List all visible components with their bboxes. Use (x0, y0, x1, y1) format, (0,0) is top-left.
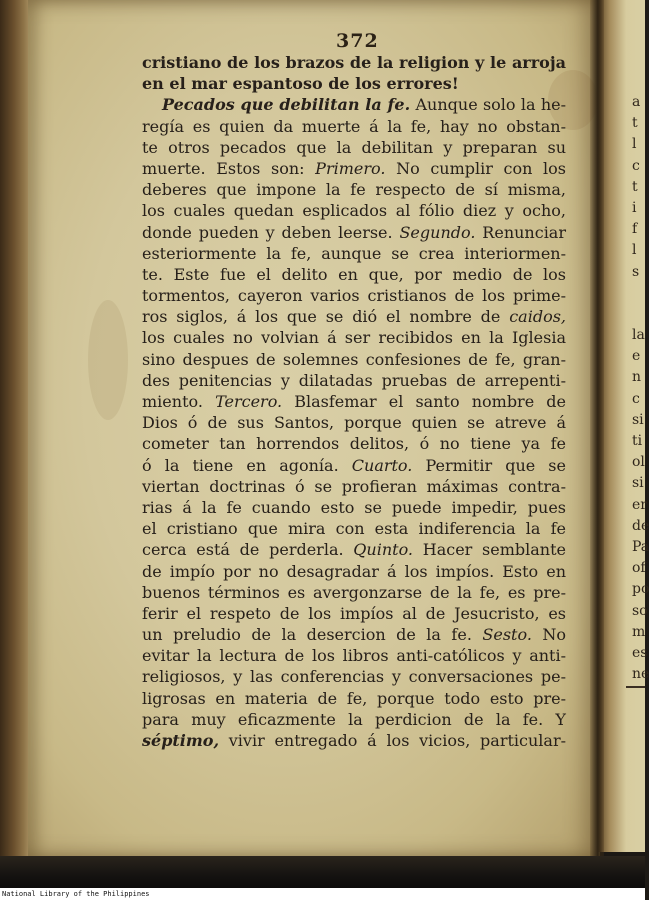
section-heading: Pecados que debilitan la fe. (162, 95, 411, 115)
page-number: 372 (336, 30, 379, 52)
facing-page-char: si (632, 475, 644, 492)
emphasis-term: Tercero. (215, 392, 283, 411)
text-line: en el mar espantoso de los errores! (142, 74, 459, 94)
facing-page-char: la (632, 327, 645, 344)
facing-page-char: t (632, 115, 638, 132)
text-line: buenos términos es avergonzarse de la fe, es pre- (142, 582, 566, 602)
emphasis-term: Cuarto. (351, 455, 413, 475)
facing-page-char: po (632, 581, 649, 598)
text-line: para muy eficazmente la perdicion de la fe. Y (142, 709, 566, 729)
text-line: viertan doctrinas ó se profieran máximas contra- (142, 476, 566, 496)
text-line: cerca está de perderla. Quinto. Hacer semblante (142, 540, 566, 560)
facing-page-char: n (632, 369, 642, 386)
emphasis-term: caidos, (509, 307, 566, 327)
facing-page-char: de (632, 517, 649, 534)
scan-bottom-edge (0, 856, 645, 890)
text-line: de impío por no desagradar á los impíos. Esto en (142, 561, 566, 581)
book-gutter (590, 0, 604, 858)
text-line: los cuales quedan esplicados al fólio diez y ocho, (142, 201, 566, 221)
text-line: ó la tiene en agonía. Cuarto. Permitir que se (142, 455, 566, 475)
text-line: muerte. Estos son: Primero. No cumplir con los (142, 158, 566, 178)
facing-page-char: s (632, 263, 640, 280)
facing-page-char: Pa (632, 538, 649, 555)
text-line: te otros pecados que la debilitan y preparan su (142, 137, 566, 157)
facing-page-char: a (632, 94, 641, 110)
text-line: evitar la lectura de los libros anti-católicos y anti- (142, 646, 566, 666)
facing-page-char (632, 304, 646, 325)
emphasis-term: Segundo. (399, 222, 476, 242)
text-line: religiosos, y las conferencias y conversaciones pe- (142, 667, 566, 687)
facing-page-char: es (632, 644, 648, 661)
text-line: ros siglos, á los que se dió el nombre de caidos, (142, 307, 566, 327)
facing-page-char: l (632, 136, 637, 153)
facing-page-char: m (632, 623, 646, 640)
text-line: tormentos, cayeron varios cristianos de los prime- (142, 286, 566, 306)
text-line: séptimo, vivir entregado á los vicios, particular- (142, 731, 566, 750)
text-line: ligrosas en materia de fe, porque todo esto pre- (142, 688, 566, 708)
text-line: un preludio de la desercion de la fe. Sesto. No (142, 625, 567, 645)
facing-page-char: c (632, 157, 640, 174)
text-line: esteriormente la fe, aunque se crea interiormen- (142, 243, 566, 263)
facing-page-char: i (632, 199, 637, 216)
text-line: rias á la fe cuando esto se puede impedir, pues (142, 497, 566, 517)
facing-page-char: si (632, 411, 644, 428)
text-line: sino despues de solemnes confesiones de fe, gran- (142, 349, 566, 369)
text-line: te. Este fue el delito en que, por medio de los (142, 264, 566, 284)
facing-page-rule (626, 686, 645, 688)
text-line: des penitencias y dilatadas pruebas de arrepenti- (142, 370, 566, 390)
text-line: Dios ó de sus Santos, porque quien se atreve á (142, 413, 566, 433)
facing-page-char: so (632, 602, 648, 619)
text-line: donde pueden y deben leerse. Segundo. Renunciar (142, 222, 566, 242)
emphasis-term: Quinto. (353, 540, 414, 560)
facing-page-char: c (632, 390, 640, 407)
facing-page-char: e (632, 348, 641, 365)
text-line: los cuales no volvian á ser recibidos en la Iglesia (142, 328, 566, 348)
facing-page-char: ne (632, 666, 649, 683)
facing-page-char: ol (632, 454, 645, 471)
library-credit: National Library of the Philippines (0, 888, 645, 900)
text-line: miento. Tercero. Blasfemar el santo nombre de (142, 392, 567, 411)
text-line: cristiano de los brazos de la religion y le arroja (142, 53, 566, 72)
paper-stain (88, 300, 128, 420)
text-line: Pecados que debilitan la fe. Aunque solo la he- (162, 95, 566, 115)
facing-page-char: t (632, 178, 638, 195)
emphasis-term: Primero. (315, 158, 386, 178)
facing-page-char: l (632, 242, 637, 259)
facing-page-char (632, 283, 646, 304)
text-line: regía es quien da muerte á la fe, hay no obstan- (142, 116, 566, 136)
emphasis-term: Sesto. (482, 625, 532, 645)
text-line: ferir el respeto de los impíos al de Jesucristo, es (142, 603, 566, 623)
text-line: el cristiano que mira con esta indiferencia la fe (142, 519, 566, 539)
facing-page-char: ti (632, 433, 643, 449)
facing-page-text (632, 92, 649, 685)
facing-page-char: of (632, 560, 646, 577)
facing-page-char: er (632, 496, 647, 513)
facing-page-char: f (632, 221, 638, 238)
text-line: cometer tan horrendos delitos, ó no tiene ya fe (142, 434, 566, 454)
emphasis-term: séptimo, (142, 731, 220, 750)
body-text (142, 52, 566, 751)
text-line: deberes que impone la fe respecto de sí misma, (142, 180, 566, 200)
